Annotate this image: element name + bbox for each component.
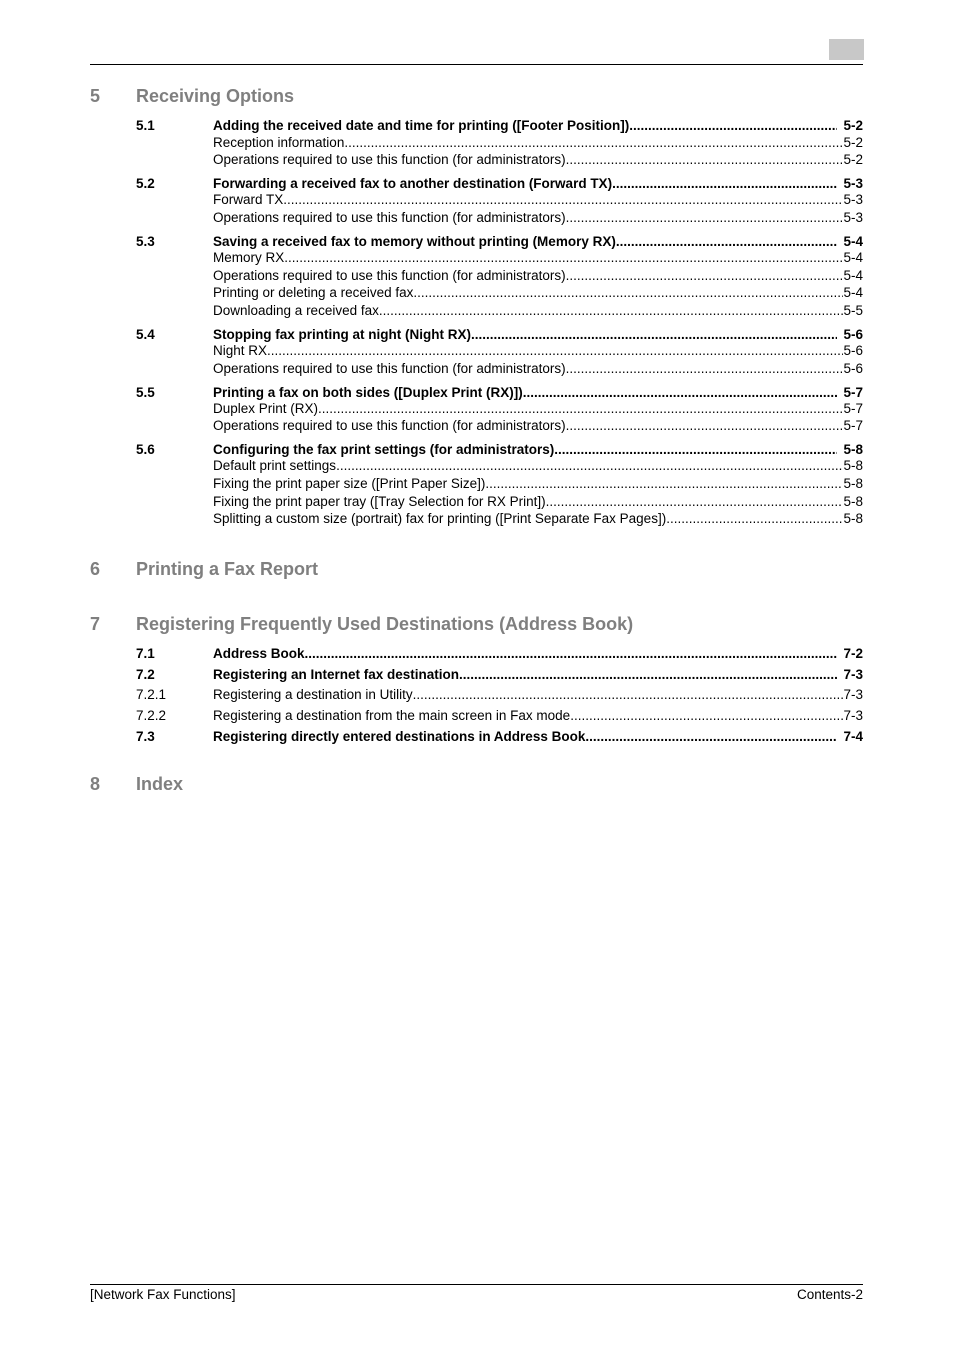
chapter-heading-8[interactable] <box>90 774 183 795</box>
entry-title: Operations required to use this function (for administrators) <box>213 152 566 167</box>
leader-dots <box>616 233 838 250</box>
toc-entry[interactable] <box>213 209 863 226</box>
chapter-title: Receiving Options <box>136 86 295 106</box>
entry-title: Printing a fax on both sides ([Duplex Print (RX)]) <box>213 385 523 400</box>
entry-title: Forwarding a received fax to another destination (Forward TX) <box>213 176 613 191</box>
toc-entry[interactable] <box>213 417 863 434</box>
entry-title: Stopping fax printing at night (Night RX) <box>213 327 471 342</box>
leader-dots <box>566 417 844 434</box>
page-number: 7-3 <box>843 708 863 723</box>
leader-dots <box>284 249 843 266</box>
page-number: 5-6 <box>843 327 863 342</box>
toc-entry[interactable] <box>213 493 863 510</box>
entry-title: Duplex Print (RX) <box>213 401 319 416</box>
page-number: 5-4 <box>843 285 863 300</box>
page-number: 5-8 <box>843 458 863 473</box>
section-number: 5.1 <box>136 118 155 133</box>
page-number: 7-3 <box>843 687 863 702</box>
page-number: 7-2 <box>843 646 863 661</box>
chapter-heading-5[interactable] <box>90 86 294 107</box>
section-number: 5.5 <box>136 385 155 400</box>
page-number: 7-3 <box>843 667 863 682</box>
chapter-number: 6 <box>90 559 101 579</box>
entry-title: Operations required to use this function (for administrators) <box>213 268 566 283</box>
chapter-title: Printing a Fax Report <box>136 559 319 579</box>
chapter-heading-7[interactable] <box>90 614 633 635</box>
entry-title: Adding the received date and time for printing ([Footer Position]) <box>213 118 630 133</box>
section-number: 5.6 <box>136 442 155 457</box>
leader-dots <box>413 686 844 703</box>
page-number: 5-4 <box>843 250 863 265</box>
leader-dots <box>344 134 843 151</box>
entry-title: Address Book <box>213 646 305 661</box>
header-rule <box>90 64 863 65</box>
entry-title: Reception information <box>213 135 345 150</box>
page-number: 5-3 <box>843 192 863 207</box>
entry-title: Default print settings <box>213 458 337 473</box>
entry-title: Registering a destination in Utility <box>213 687 413 702</box>
entry-title: Fixing the print paper tray ([Tray Selection for RX Print]) <box>213 494 546 509</box>
toc-entry[interactable] <box>213 457 863 474</box>
section-number: 5.2 <box>136 176 155 191</box>
footer-page-number: Contents-2 <box>796 1287 863 1302</box>
toc-entry[interactable] <box>213 475 863 492</box>
toc-entry-7-2-2[interactable] <box>136 707 863 724</box>
page-number: 5-5 <box>843 303 863 318</box>
entry-title: Memory RX <box>213 250 285 265</box>
leader-dots <box>471 326 838 343</box>
footer-rule <box>90 1284 863 1285</box>
page-number: 5-7 <box>843 418 863 433</box>
entry-title: Downloading a received fax <box>213 303 379 318</box>
leader-dots <box>283 191 843 208</box>
toc-entry[interactable] <box>213 510 863 527</box>
page-number: 5-8 <box>843 511 863 526</box>
leader-dots <box>318 400 843 417</box>
leader-dots <box>485 475 843 492</box>
toc-entry[interactable] <box>213 342 863 359</box>
leader-dots <box>566 267 844 284</box>
toc-entry[interactable] <box>213 267 863 284</box>
chapter-number: 7 <box>90 614 101 634</box>
leader-dots <box>666 510 843 527</box>
leader-dots <box>629 117 837 134</box>
entry-title: Night RX <box>213 343 268 358</box>
entry-title: Operations required to use this function (for administrators) <box>213 361 566 376</box>
entry-title: Fixing the print paper size ([Print Paper Size]) <box>213 476 486 491</box>
leader-dots <box>585 728 837 745</box>
page-number: 5-7 <box>843 401 863 416</box>
leader-dots <box>570 707 843 724</box>
toc-entry-5-6[interactable] <box>136 441 863 458</box>
page-number: 5-2 <box>843 135 863 150</box>
toc-entry-5-4[interactable] <box>136 326 863 343</box>
section-number: 7.2.1 <box>136 687 167 702</box>
toc-entry-7-1[interactable] <box>136 645 863 662</box>
section-number: 7.1 <box>136 646 155 661</box>
section-number: 5.4 <box>136 327 155 342</box>
leader-dots <box>336 457 843 474</box>
leader-dots <box>546 493 844 510</box>
entry-title: Saving a received fax to memory without printing (Memory RX) <box>213 234 616 249</box>
toc-entry[interactable] <box>213 284 863 301</box>
chapter-heading-6[interactable] <box>90 559 318 580</box>
entry-title: Printing or deleting a received fax <box>213 285 414 300</box>
section-number: 7.2 <box>136 667 155 682</box>
entry-title: Registering an Internet fax destination <box>213 667 460 682</box>
entry-title: Operations required to use this function (for administrators) <box>213 418 566 433</box>
leader-dots <box>379 302 844 319</box>
entry-title: Forward TX <box>213 192 284 207</box>
page-number: 5-7 <box>843 385 863 400</box>
entry-title: Splitting a custom size (portrait) fax for printing ([Print Separate Fax Pages]) <box>213 511 667 526</box>
entry-title: Registering directly entered destinations in Address Book <box>213 729 586 744</box>
chapter-title: Index <box>136 774 184 794</box>
leader-dots <box>566 151 844 168</box>
section-number: 5.3 <box>136 234 155 249</box>
leader-dots <box>612 175 837 192</box>
chapter-number: 5 <box>90 86 101 106</box>
toc-entry[interactable] <box>213 191 863 208</box>
leader-dots <box>267 342 843 359</box>
footer-manual-title: [Network Fax Functions] <box>90 1287 236 1302</box>
page-number: 7-4 <box>843 729 863 744</box>
toc-entry-5-1[interactable] <box>136 117 863 134</box>
page-number: 5-8 <box>843 442 863 457</box>
page-number: 5-6 <box>843 361 863 376</box>
page-number: 5-3 <box>843 176 863 191</box>
toc-entry[interactable] <box>213 134 863 151</box>
toc-entry[interactable] <box>213 249 863 266</box>
toc-entry-7-2[interactable] <box>136 666 863 683</box>
page-number: 5-4 <box>843 268 863 283</box>
section-number: 7.3 <box>136 729 155 744</box>
page-number: 5-8 <box>843 494 863 509</box>
page-tab-marker <box>829 39 864 60</box>
toc-entry-7-3[interactable] <box>136 728 863 745</box>
leader-dots <box>305 645 838 662</box>
chapter-title: Registering Frequently Used Destinations (Address Book) <box>136 614 634 634</box>
leader-dots <box>523 384 838 401</box>
leader-dots <box>459 666 837 683</box>
leader-dots <box>566 209 844 226</box>
toc-entry[interactable] <box>213 302 863 319</box>
chapter-number: 8 <box>90 774 101 794</box>
page-number: 5-2 <box>843 118 863 133</box>
page-number: 5-8 <box>843 476 863 491</box>
entry-title: Operations required to use this function (for administrators) <box>213 210 566 225</box>
toc-entry-7-2-1[interactable] <box>136 686 863 703</box>
toc-entry[interactable] <box>213 360 863 377</box>
section-number: 7.2.2 <box>136 708 167 723</box>
leader-dots <box>566 360 844 377</box>
toc-entry[interactable] <box>213 400 863 417</box>
page-number: 5-2 <box>843 152 863 167</box>
page-number: 5-3 <box>843 210 863 225</box>
toc-entry-5-2[interactable] <box>136 175 863 192</box>
toc-entry[interactable] <box>213 151 863 168</box>
toc-entry-5-3[interactable] <box>136 233 863 250</box>
page-number: 5-6 <box>843 343 863 358</box>
toc-entry-5-5[interactable] <box>136 384 863 401</box>
entry-title: Configuring the fax print settings (for administrators) <box>213 442 555 457</box>
entry-title: Registering a destination from the main screen in Fax mode <box>213 708 571 723</box>
leader-dots <box>413 284 843 301</box>
leader-dots <box>554 441 837 458</box>
page-number: 5-4 <box>843 234 863 249</box>
